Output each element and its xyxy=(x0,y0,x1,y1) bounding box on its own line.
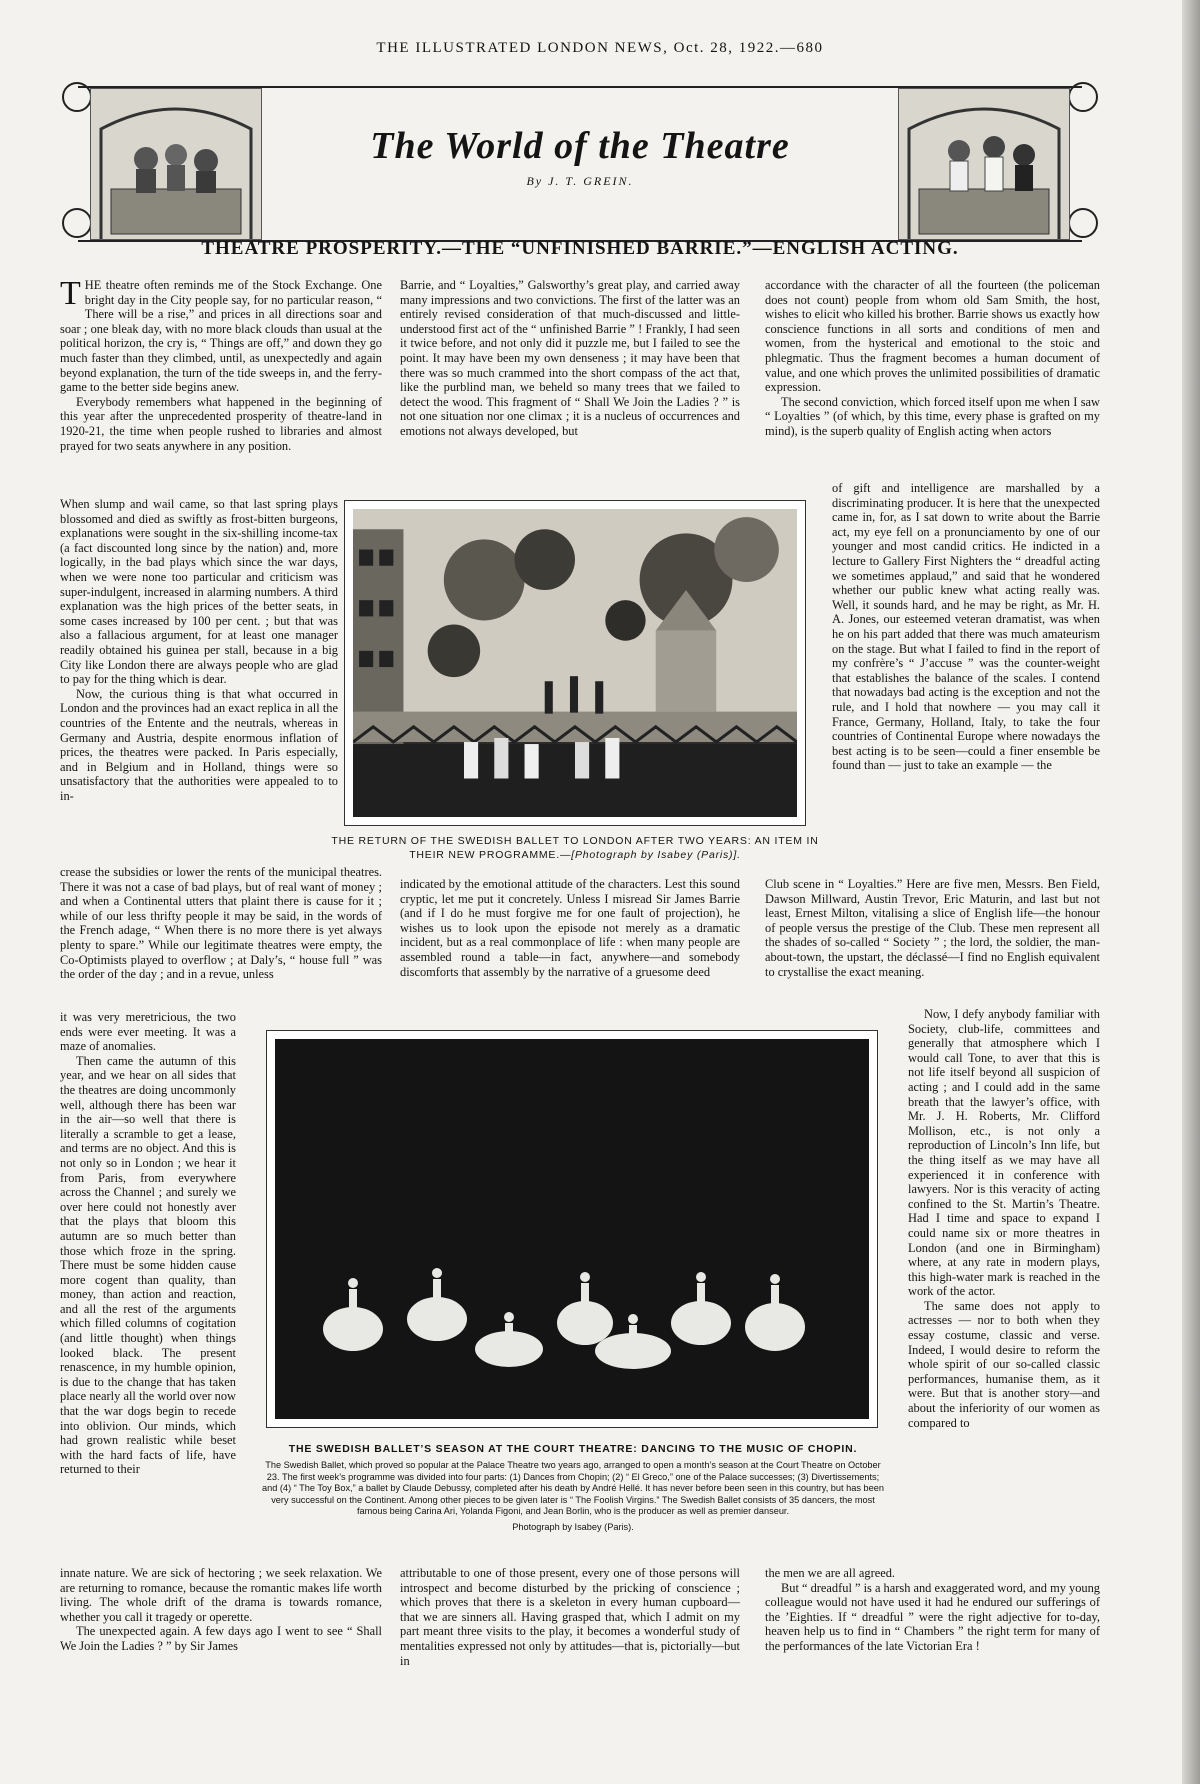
column-3-top xyxy=(765,278,1100,439)
ballet-stage-photo xyxy=(344,500,806,826)
paragraph: innate nature. We are sick of hectoring ; we seek relaxation. We are returning to romance, because the romantic makes life worth living. The whole drift of the drama is towards romance, whether you call it tragedy or operette. xyxy=(60,1566,382,1624)
paragraph: The same does not apply to actresses — nor to both when they essay costume, classic and verse. Indeed, I would desire to reform the whole spirit of our so-called classic performances, humanise them, as it were. But that is another story—and about the inferiority of our women as compared to xyxy=(908,1298,1100,1430)
paragraph: Then came the autumn of this year, and we hear on all sides that the theatres are doing uncommonly well, although there has been war in the air—so well that there is literally a scramble to get a lease, and terms are no object. And this is not only so in London ; we hear it from Paris, from everywhere across the Channel ; and surely we over here could not honestly aver that the plays that bloom this autumn are so much better than those which froze in the spring. There must be some hidden cause more cogent than quality, than money, than action and reaction, and all the rest of the arguments which filled columns of cogitation (and little thought) when things looked black. The present renascence, in my humble opinion, is due to the change that has taken place nearly all the world over now that the war dogs begin to recede into oblivion. Our minds, which had grown realistic while beset with the hard facts of life, have returned to their xyxy=(60,1053,236,1477)
byline: By J. T. GREIN. xyxy=(526,174,634,188)
paragraph: The second conviction, which forced itself upon me when I saw “ Loyalties ” (of which, by this time, every phase is grafted on my mind), is the superb quality of English acting when actors xyxy=(765,394,1100,438)
paragraph: indicated by the emotional attitude of the characters. Lest this sound cryptic, let me put it concretely. Unless I misread Sir James Barrie (and if I do he must forgive me for one fault of projection), he wishes us to look upon the episode not merely as a dramatic incident, but as a real commonplace of life : when many people are assembled round a table—in fact, anywhere—and somebody discomforts that assembly by the narrative of a gruesome deed xyxy=(400,877,740,979)
caption-text: THE RETURN OF THE SWEDISH BALLET TO LONDON AFTER TWO YEARS: AN ITEM IN THEIR NEW PROGRAMME.— xyxy=(331,835,819,861)
column-3-bottom xyxy=(908,1007,1100,1430)
column-1-flow xyxy=(60,497,338,803)
column-3-wide xyxy=(765,877,1100,979)
column-2-end xyxy=(400,1566,740,1668)
paragraph: the men we are all agreed. xyxy=(765,1566,896,1580)
running-head: THE ILLUSTRATED LONDON NEWS, Oct. 28, 1922.—680 xyxy=(376,40,824,56)
paragraph: accordance with the character of all the fourteen (the policeman does not count) people from whom old Sam Smith, the host, wishes to elicit who killed his brother. Barrie shows us exactly how conscience functions in all sorts and conditions of men and women, from the hysterical and emotional to the stoic and phlegmatic. Thus the fragment becomes a human document of value, and one which proves the unlimited possibilities of dramatic expression. xyxy=(765,278,1100,395)
photo-credit: [Photograph by Isabey (Paris)]. xyxy=(571,849,741,861)
paragraph: But “ dreadful ” is a harsh and exaggerated word, and my young colleague would not have used it had he endured our sufferings of the ’Eighties. If “ dreadful ” were the right adjective for to-day, heaven help us to find in “ Chambers ” the right term for many of the performances of the late Victorian Era ! xyxy=(765,1580,1100,1653)
paragraph: Everybody remembers what happened in the beginning of this year after the unprecedented prosperity of theatre-land in 1920-21, the time when people rushed to libraries and almost prayed for two seats anywhere in any position. xyxy=(60,394,382,453)
paragraph: attributable to one of those present, every one of those persons will introspect and become disturbed by the pricking of conscience ; which proves that there is a skeleton in every human cupboard—that we are sinners all. Having grasped that, which I admit on my part meant three visits to the play, it becomes a wonderful study of mentalities expressed not only by attitudes—that is, pictorially—but in xyxy=(400,1566,740,1668)
column-1-end xyxy=(60,1566,382,1654)
ornament-swirl-icon xyxy=(1068,208,1098,238)
ornament-swirl-icon xyxy=(62,82,92,112)
paragraph: Club scene in “ Loyalties.” Here are five men, Messrs. Ben Field, Dawson Millward, Austin Trevor, Eric Maturin, and last but not least, Ernest Milton, vitalising a slice of English life—the honour of people versus the prestige of the Club. These men represent all the shades of so-called “ Society ” ; the lord, the soldier, the man-about-town, the upstart, the déclassé—I find no English equivalent to crystallise the exact meaning. xyxy=(765,877,1100,979)
paragraph: When slump and wail came, so that last spring plays blossomed and died as swiftly as frost-bitten burgeons, explanations were sought in the six-shilling income-tax (a fact discounted long since by the nation) and, more logically, in the bad plays which since the war days, when we were none too particular and criticism was super-indulgent, increased in alarming numbers. A third explanation was the high prices of the better seats, in some cases increased by 100 per cent. ; but that was also a fallacious argument, for at least one manager readily obtained his guinea per stall, because in a big City like London there are always people who are glad to pay for the thing which is dear. xyxy=(60,497,338,687)
paragraph: Now, the curious thing is that what occurred in London and the provinces had an exact replica in all the countries of the Entente and the neutrals, whereas in Germany and Austria, despite enormous inflation of prices, the theatres were packed. In Paris especially, and in Belgium and in Holland, things were so unsatisfactory that the authorities were appealed to to in- xyxy=(60,686,338,803)
paragraph xyxy=(60,275,382,395)
caption-body: The Swedish Ballet, which proved so popular at the Palace Theatre two years ago, arranged to open a month’s season at the Court Theatre on October 23. The first week’s programme was divided into four parts: (1) Dances from Chopin; (2) “ El Greco,” one of the Palace successes; (3) Divertissements; and (4) “ The Toy Box,” a ballet by Claude Debussy, completed after his death by André Hellé. It has never before been seen in this country, but has been very successful on the Continent. Among other pieces to be given later is “ The Foolish Virgins.” The Swedish Ballet consists of 35 dancers, the most famous being Carina Ari, Yolanda Figoni, and Jean Borlin, who is the producer as well as premier danseur. xyxy=(262,1460,884,1517)
ornament-swirl-icon xyxy=(62,208,92,238)
section-title: The World of the Theatre xyxy=(370,125,790,167)
article-headline: THEATRE PROSPERITY.—THE “UNFINISHED BARRIE.”—ENGLISH ACTING. xyxy=(201,238,959,259)
paragraph: of gift and intelligence are marshalled by a discriminating producer. It is here that the unexpected came in, for, as I sat down to write about the Barrie act, my eye fell on a pronunciamento by one of our younger and most candid critics. He indicted in a lecture to Gallery First Nighters the “ dreadful acting we sometimes applaud,” and said that he wondered whether our public knew what acting really was. Well, it sounds hard, and he may be right, as Mr. H. A. Jones, our esteemed veteran dramatist, was when he on his part added that there was much amateurism on the stage. But what I failed to find in the report of my confrère’s “ J’accuse ” was the counter-weight that establishes the balance of the scales. I contend that nowadays bad acting is the exception and not the rule, and I hold that nowhere — you may call it France, Germany, Holland, Italy, to take the four countries of Continental Europe where nowadays the best acting is to be seen—could a finer ensemble be found than — just to take an example — the xyxy=(832,481,1100,773)
page-edge xyxy=(1182,0,1200,1784)
photo-caption xyxy=(330,834,820,862)
column-3-flow xyxy=(832,481,1100,773)
ornament-swirl-icon xyxy=(1068,82,1098,112)
title-banner xyxy=(60,82,1100,242)
paragraph: The unexpected again. A few days ago I went to see “ Shall We Join the Ladies ? ” by Sir James xyxy=(60,1624,382,1653)
photo-credit: Photograph by Isabey (Paris). xyxy=(512,1521,634,1532)
paragraph: Now, I defy anybody familiar with Society, club-life, committees and generally that atmosphere which I would call Tone, to aver that this is not life itself beyond all suspicion of acting ; and I could add in the same breath that the lawyer’s office, with Mr. J. H. Roberts, Mr. Clifford Mollison, etc., is not only a reproduction of Lincoln’s Inn life, but the thing itself as we may have all experienced it in conference with lawyers. Nor is this veracity of acting confined to the St. Martin’s Theatre. Had I time and space to expand I could name six or more theatres in London (and one in Birmingham) where, at any rate in modern plays, this high-water mark is reached in the work of the actor. xyxy=(908,1007,1100,1299)
chopin-dancers-photo xyxy=(266,1030,878,1428)
paragraph: crease the subsidies or lower the rents of the municipal theatres. There it was not a case of bad plays, but of real want of money ; and when a Continental utters that plaint there is cause for it ; while of our less thrifty people it may be said, in the words of the French adage, “ When there is no more there is yet always plenty to spare.” While our legitimate theatres were empty, the Co-Optimists played to overflow ; at Daly’s, “ house full ” was the order of the day ; and in a revue, unless xyxy=(60,865,382,982)
drop-cap: T xyxy=(60,275,81,312)
column-3-end xyxy=(765,1566,1100,1654)
column-2-top xyxy=(400,278,740,439)
paragraph: it was very meretricious, the two ends were ever meeting. It was a maze of anomalies. xyxy=(60,1010,236,1054)
column-1-bottom xyxy=(60,1010,236,1477)
column-2-mid xyxy=(400,877,740,979)
paragraph-text: HE theatre often reminds me of the Stock Exchange. One bright day in the City people say, for no particular reason, “ There will be a rise,” and prices in all directions soar and soar ; one bleak day, with no more black clouds than usual at the political horizon, the cry is, “ Things are off,” and down they go much faster than they climbed, until, as unexpectedly and again beyond explanation, the turn of the tide sweeps in, and the ferry-game to the better side begins anew. xyxy=(60,278,382,395)
photo-caption xyxy=(262,1442,884,1534)
caption-heading: THE SWEDISH BALLET’S SEASON AT THE COURT THEATRE: DANCING TO THE MUSIC OF CHOPIN. xyxy=(288,1443,858,1455)
column-1-top xyxy=(60,275,382,453)
column-1-wide xyxy=(60,865,382,982)
paragraph: Barrie, and “ Loyalties,” Galsworthy’s great play, and carried away many impressions and two convictions. The first of the latter was an entirely revised consideration of that much-discussed and little-understood first act of the “ unfinished Barrie ” ! Frankly, I had seen it twice before, and not only did it puzzle me, but I failed to see the point. It may have been my own denseness ; it may have been that there was so much crammed into the short compass of the act that, like the purblind man, we beheld so many trees that we failed to detect the wood. This fragment of “ Shall We Join the Ladies ? ” is not one situation nor one climax ; it is a nucleus of occurrences and emotions not always developed, but xyxy=(400,278,740,438)
